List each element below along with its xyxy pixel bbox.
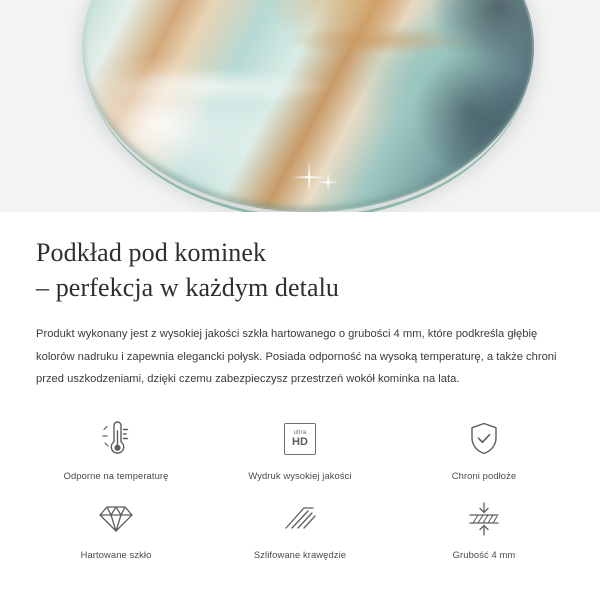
feature-item-tempered-glass: [24, 495, 208, 560]
feature-grid: [0, 416, 600, 560]
ultra-hd-icon: [284, 416, 316, 462]
diamond-icon: [98, 495, 134, 541]
feature-label: Szlifowane krawędzie: [253, 549, 347, 561]
glass-board-image: [82, 0, 534, 212]
thermometer-icon: [99, 416, 133, 462]
ultra-hd-badge-bottom: HD: [292, 436, 308, 449]
feature-label: Chroni podłoże: [451, 470, 517, 482]
feature-label: Grubość 4 mm: [452, 549, 516, 561]
feature-item-print-quality: [208, 416, 392, 481]
feature-item-thickness: [392, 495, 576, 560]
feature-item-temperature: [24, 416, 208, 481]
polished-edges-icon: [282, 495, 318, 541]
shield-check-icon: [467, 416, 501, 462]
feature-label: Odporne na temperaturę: [63, 470, 169, 482]
content-block: [0, 212, 600, 390]
feature-item-surface-protection: [392, 416, 576, 481]
feature-label: Wydruk wysokiej jakości: [248, 470, 352, 482]
page-title: [36, 236, 564, 305]
hero-image: [0, 0, 600, 212]
description-paragraph: Produkt wykonany jest z wysokiej jakości szkła hartowanego o grubości 4 mm, które podkreśla głębię kolorów nadruku i zapewnia elegancki połysk. Posiada odporność na wysoką temperaturę, a także chroni przed uszkodzeniami, dzięki czemu zabezpieczysz przestrzeń wokół kominka na lata.: [36, 328, 557, 385]
feature-item-polished-edges: [208, 495, 392, 560]
page-title-line-1: Podkład pod kominek: [36, 238, 267, 267]
thickness-icon: [466, 495, 502, 541]
page-title-line-2: – perfekcja w każdym detalu: [36, 272, 340, 302]
feature-label: Hartowane szkło: [80, 549, 152, 561]
ultra-hd-badge-top: ultra: [293, 429, 307, 437]
